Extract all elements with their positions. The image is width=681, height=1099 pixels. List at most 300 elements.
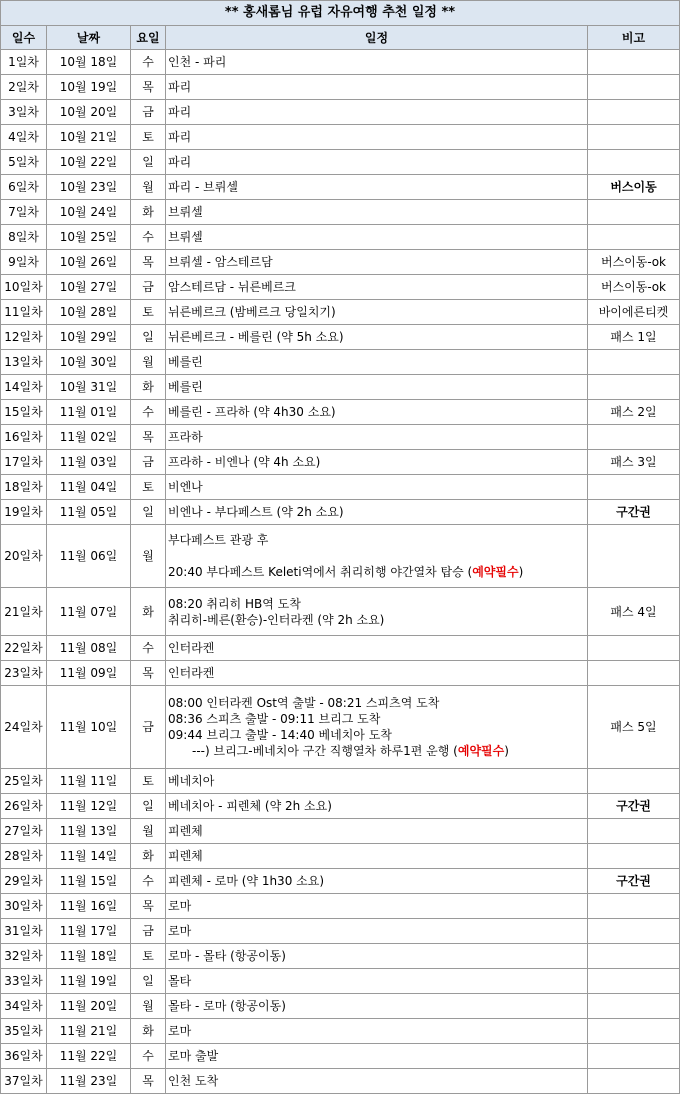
weekday-cell: 수 xyxy=(131,636,166,661)
schedule-text: 브뤼셀 xyxy=(168,205,203,219)
day-cell: 36일차 xyxy=(1,1044,47,1069)
weekday-cell: 목 xyxy=(131,425,166,450)
schedule-text: 파리 xyxy=(168,80,192,94)
table-row xyxy=(1,450,680,475)
schedule-line xyxy=(168,923,585,939)
weekday-cell: 수 xyxy=(131,50,166,75)
schedule-text: 08:20 취리히 HB역 도착 xyxy=(168,596,301,611)
day-cell: 23일차 xyxy=(1,661,47,686)
schedule-line xyxy=(168,279,585,295)
day-cell: 34일차 xyxy=(1,994,47,1019)
weekday-cell: 화 xyxy=(131,588,166,636)
date-cell: 11월 11일 xyxy=(47,769,131,794)
weekday-cell: 토 xyxy=(131,944,166,969)
note-cell xyxy=(588,225,680,250)
schedule-line xyxy=(168,1073,585,1089)
schedule-cell xyxy=(166,588,588,636)
schedule-text: 인천 - 파리 xyxy=(168,55,227,69)
weekday-cell: 수 xyxy=(131,869,166,894)
day-cell: 4일차 xyxy=(1,125,47,150)
schedule-cell xyxy=(166,75,588,100)
schedule-line xyxy=(168,564,585,580)
schedule-cell xyxy=(166,969,588,994)
table-row xyxy=(1,994,680,1019)
table-row xyxy=(1,125,680,150)
weekday-cell: 화 xyxy=(131,375,166,400)
schedule-text: 베네치아 xyxy=(168,774,215,788)
schedule-cell xyxy=(166,636,588,661)
schedule-cell xyxy=(166,794,588,819)
day-cell: 18일차 xyxy=(1,475,47,500)
schedule-cell xyxy=(166,275,588,300)
day-cell: 31일차 xyxy=(1,919,47,944)
table-row xyxy=(1,275,680,300)
schedule-text: 20:40 부다페스트 Keleti역에서 취리히행 야간열차 탑승 ( xyxy=(168,565,473,579)
weekday-cell: 월 xyxy=(131,525,166,588)
day-cell: 26일차 xyxy=(1,794,47,819)
date-cell: 10월 30일 xyxy=(47,350,131,375)
itinerary-body xyxy=(1,50,680,1094)
schedule-text: 인터라켄 xyxy=(168,666,215,680)
schedule-text: 취리히-베른(환승)-인터라켄 (약 2h 소요) xyxy=(168,612,385,627)
schedule-line xyxy=(168,596,585,612)
schedule-cell xyxy=(166,1044,588,1069)
schedule-cell xyxy=(166,225,588,250)
note-cell: 바이에른티켓 xyxy=(588,300,680,325)
note-cell xyxy=(588,944,680,969)
table-row xyxy=(1,75,680,100)
date-cell: 11월 10일 xyxy=(47,686,131,769)
schedule-line xyxy=(168,695,585,711)
header-schedule: 일정 xyxy=(166,26,588,50)
schedule-line xyxy=(168,823,585,839)
schedule-text: 파리 xyxy=(168,105,192,119)
schedule-cell xyxy=(166,375,588,400)
table-row xyxy=(1,944,680,969)
schedule-cell xyxy=(166,325,588,350)
schedule-text: 인천 도착 xyxy=(168,1074,219,1088)
weekday-cell: 일 xyxy=(131,794,166,819)
weekday-cell: 수 xyxy=(131,1044,166,1069)
schedule-text: 프라하 xyxy=(168,430,203,444)
schedule-line xyxy=(168,404,585,420)
schedule-cell xyxy=(166,300,588,325)
schedule-line xyxy=(168,1023,585,1039)
schedule-line xyxy=(168,665,585,681)
schedule-line xyxy=(168,304,585,320)
weekday-cell: 월 xyxy=(131,175,166,200)
table-row xyxy=(1,919,680,944)
day-cell: 27일차 xyxy=(1,819,47,844)
note-cell: 패스 1일 xyxy=(588,325,680,350)
schedule-cell xyxy=(166,125,588,150)
date-cell: 11월 17일 xyxy=(47,919,131,944)
schedule-cell xyxy=(166,150,588,175)
schedule-cell xyxy=(166,944,588,969)
weekday-cell: 목 xyxy=(131,75,166,100)
day-cell: 37일차 xyxy=(1,1069,47,1094)
schedule-cell xyxy=(166,661,588,686)
weekday-cell: 화 xyxy=(131,844,166,869)
schedule-line xyxy=(168,973,585,989)
schedule-line xyxy=(168,179,585,195)
note-cell xyxy=(588,919,680,944)
weekday-cell: 수 xyxy=(131,400,166,425)
schedule-cell xyxy=(166,50,588,75)
schedule-text: 로마 xyxy=(168,924,192,938)
date-cell: 11월 03일 xyxy=(47,450,131,475)
schedule-line xyxy=(168,504,585,520)
table-row xyxy=(1,1019,680,1044)
schedule-text: 파리 - 브뤼셀 xyxy=(168,180,238,194)
date-cell: 10월 19일 xyxy=(47,75,131,100)
date-cell: 10월 18일 xyxy=(47,50,131,75)
schedule-line xyxy=(168,1048,585,1064)
date-cell: 10월 27일 xyxy=(47,275,131,300)
note-cell: 구간권 xyxy=(588,500,680,525)
schedule-text: 몰타 - 로마 (항공이동) xyxy=(168,999,286,1013)
weekday-cell: 목 xyxy=(131,250,166,275)
table-row xyxy=(1,869,680,894)
schedule-text: 로마 출발 xyxy=(168,1049,219,1063)
schedule-line xyxy=(168,104,585,120)
date-cell: 11월 15일 xyxy=(47,869,131,894)
note-cell xyxy=(588,150,680,175)
schedule-line xyxy=(168,429,585,445)
day-cell: 28일차 xyxy=(1,844,47,869)
schedule-text: 베를린 xyxy=(168,380,203,394)
schedule-cell xyxy=(166,400,588,425)
table-row xyxy=(1,1044,680,1069)
schedule-text: 뉘른베르크 (밤베르크 당일치기) xyxy=(168,305,336,319)
day-cell: 14일차 xyxy=(1,375,47,400)
schedule-text: 베를린 - 프라하 (약 4h30 소요) xyxy=(168,405,336,419)
weekday-cell: 목 xyxy=(131,894,166,919)
date-cell: 11월 01일 xyxy=(47,400,131,425)
date-cell: 11월 06일 xyxy=(47,525,131,588)
note-cell xyxy=(588,894,680,919)
schedule-text: 암스테르담 - 뉘른베르크 xyxy=(168,280,296,294)
date-cell: 10월 23일 xyxy=(47,175,131,200)
schedule-text: 09:44 브리그 출발 - 14:40 베네치아 도착 xyxy=(168,728,392,742)
day-cell: 35일차 xyxy=(1,1019,47,1044)
date-cell: 10월 24일 xyxy=(47,200,131,225)
note-cell xyxy=(588,125,680,150)
day-cell: 24일차 xyxy=(1,686,47,769)
table-row xyxy=(1,250,680,275)
schedule-line xyxy=(168,773,585,789)
weekday-cell: 목 xyxy=(131,1069,166,1094)
schedule-line xyxy=(168,743,585,759)
date-cell: 11월 08일 xyxy=(47,636,131,661)
day-cell: 3일차 xyxy=(1,100,47,125)
date-cell: 10월 26일 xyxy=(47,250,131,275)
note-cell: 패스 5일 xyxy=(588,686,680,769)
date-cell: 11월 02일 xyxy=(47,425,131,450)
schedule-cell xyxy=(166,450,588,475)
date-cell: 11월 19일 xyxy=(47,969,131,994)
date-cell: 10월 22일 xyxy=(47,150,131,175)
day-cell: 13일차 xyxy=(1,350,47,375)
reservation-required-label: 예약필수 xyxy=(472,565,519,579)
weekday-cell: 화 xyxy=(131,200,166,225)
weekday-cell: 일 xyxy=(131,150,166,175)
table-row xyxy=(1,500,680,525)
table-row xyxy=(1,475,680,500)
date-cell: 10월 28일 xyxy=(47,300,131,325)
schedule-text: 베를린 xyxy=(168,355,203,369)
note-cell xyxy=(588,75,680,100)
table-row xyxy=(1,1069,680,1094)
table-row xyxy=(1,200,680,225)
date-cell: 11월 13일 xyxy=(47,819,131,844)
date-cell: 11월 21일 xyxy=(47,1019,131,1044)
note-cell: 구간권 xyxy=(588,794,680,819)
schedule-text: 08:36 스피츠 출발 - 09:11 브리그 도착 xyxy=(168,712,381,726)
day-cell: 32일차 xyxy=(1,944,47,969)
weekday-cell: 토 xyxy=(131,475,166,500)
day-cell: 7일차 xyxy=(1,200,47,225)
note-cell xyxy=(588,1069,680,1094)
schedule-line xyxy=(168,54,585,70)
schedule-text: 피렌체 - 로마 (약 1h30 소요) xyxy=(168,874,325,888)
schedule-cell xyxy=(166,686,588,769)
schedule-text: 파리 xyxy=(168,155,192,169)
schedule-line xyxy=(168,532,585,548)
schedule-text: 뉘른베르크 - 베를린 (약 5h 소요) xyxy=(168,330,344,344)
weekday-cell: 금 xyxy=(131,919,166,944)
weekday-cell: 금 xyxy=(131,100,166,125)
schedule-cell xyxy=(166,894,588,919)
schedule-line xyxy=(168,612,585,628)
note-cell xyxy=(588,200,680,225)
schedule-text: 피렌체 xyxy=(168,849,203,863)
day-cell: 9일차 xyxy=(1,250,47,275)
schedule-text: ---) 브리그-베네치아 구간 직행열차 하루1편 운행 ( xyxy=(192,744,458,758)
schedule-cell xyxy=(166,100,588,125)
date-cell: 11월 05일 xyxy=(47,500,131,525)
note-cell xyxy=(588,375,680,400)
schedule-text: 비엔나 xyxy=(168,480,203,494)
table-row xyxy=(1,636,680,661)
title-row xyxy=(1,1,680,26)
table-row xyxy=(1,150,680,175)
note-cell xyxy=(588,969,680,994)
table-row xyxy=(1,400,680,425)
schedule-cell xyxy=(166,919,588,944)
day-cell: 11일차 xyxy=(1,300,47,325)
day-cell: 19일차 xyxy=(1,500,47,525)
note-cell xyxy=(588,844,680,869)
schedule-cell xyxy=(166,844,588,869)
table-row xyxy=(1,375,680,400)
page-title: ** 홍새롬님 유럽 자유여행 추천 일정 ** xyxy=(1,1,680,26)
schedule-text: 몰타 xyxy=(168,974,192,988)
weekday-cell: 화 xyxy=(131,1019,166,1044)
table-row xyxy=(1,661,680,686)
schedule-line xyxy=(168,948,585,964)
date-cell: 11월 04일 xyxy=(47,475,131,500)
schedule-text: 비엔나 - 부다페스트 (약 2h 소요) xyxy=(168,505,344,519)
schedule-text: 부다페스트 관광 후 xyxy=(168,533,269,547)
day-cell: 10일차 xyxy=(1,275,47,300)
schedule-text: 로마 xyxy=(168,899,192,913)
note-cell xyxy=(588,994,680,1019)
table-row xyxy=(1,819,680,844)
schedule-cell xyxy=(166,350,588,375)
schedule-line xyxy=(168,454,585,470)
note-cell: 패스 4일 xyxy=(588,588,680,636)
note-cell xyxy=(588,350,680,375)
date-cell: 10월 20일 xyxy=(47,100,131,125)
schedule-cell xyxy=(166,769,588,794)
schedule-line xyxy=(168,154,585,170)
day-cell: 33일차 xyxy=(1,969,47,994)
day-cell: 25일차 xyxy=(1,769,47,794)
schedule-cell xyxy=(166,994,588,1019)
header-note: 비고 xyxy=(588,26,680,50)
note-cell: 패스 2일 xyxy=(588,400,680,425)
weekday-cell: 금 xyxy=(131,450,166,475)
schedule-line xyxy=(168,354,585,370)
date-cell: 11월 18일 xyxy=(47,944,131,969)
table-row xyxy=(1,100,680,125)
day-cell: 5일차 xyxy=(1,150,47,175)
table-row xyxy=(1,894,680,919)
date-cell: 10월 21일 xyxy=(47,125,131,150)
schedule-line xyxy=(168,479,585,495)
note-cell xyxy=(588,769,680,794)
day-cell: 21일차 xyxy=(1,588,47,636)
schedule-text: 프라하 - 비엔나 (약 4h 소요) xyxy=(168,455,321,469)
schedule-text: 파리 xyxy=(168,130,192,144)
weekday-cell: 금 xyxy=(131,275,166,300)
schedule-cell xyxy=(166,175,588,200)
note-cell xyxy=(588,100,680,125)
schedule-text: 로마 xyxy=(168,1024,192,1038)
schedule-text: 브뤼셀 - 암스테르담 xyxy=(168,255,273,269)
weekday-cell: 월 xyxy=(131,819,166,844)
day-cell: 22일차 xyxy=(1,636,47,661)
weekday-cell: 일 xyxy=(131,969,166,994)
table-row xyxy=(1,350,680,375)
date-cell: 11월 20일 xyxy=(47,994,131,1019)
note-cell xyxy=(588,425,680,450)
note-cell xyxy=(588,1019,680,1044)
header-weekday: 요일 xyxy=(131,26,166,50)
schedule-cell xyxy=(166,425,588,450)
schedule-text: 로마 - 몰타 (항공이동) xyxy=(168,949,286,963)
schedule-cell xyxy=(166,1069,588,1094)
schedule-line xyxy=(168,379,585,395)
date-cell: 11월 14일 xyxy=(47,844,131,869)
note-cell xyxy=(588,661,680,686)
date-cell: 11월 23일 xyxy=(47,1069,131,1094)
schedule-cell xyxy=(166,869,588,894)
table-row xyxy=(1,588,680,636)
note-cell xyxy=(588,475,680,500)
date-cell: 11월 16일 xyxy=(47,894,131,919)
note-cell xyxy=(588,50,680,75)
note-cell xyxy=(588,636,680,661)
weekday-cell: 목 xyxy=(131,661,166,686)
schedule-line xyxy=(168,798,585,814)
reservation-required-label: 예약필수 xyxy=(457,744,505,758)
schedule-cell xyxy=(166,819,588,844)
schedule-line xyxy=(168,998,585,1014)
schedule-text: 인터라켄 xyxy=(168,641,215,655)
schedule-text-suffix: ) xyxy=(518,565,524,579)
schedule-line xyxy=(168,727,585,743)
schedule-text: 베네치아 - 피렌체 (약 2h 소요) xyxy=(168,799,332,813)
schedule-line xyxy=(168,548,585,564)
date-cell: 10월 25일 xyxy=(47,225,131,250)
table-row xyxy=(1,50,680,75)
schedule-line xyxy=(168,898,585,914)
table-row xyxy=(1,769,680,794)
day-cell: 1일차 xyxy=(1,50,47,75)
schedule-text: 브뤼셀 xyxy=(168,230,203,244)
day-cell: 17일차 xyxy=(1,450,47,475)
schedule-line xyxy=(168,129,585,145)
schedule-line xyxy=(168,848,585,864)
schedule-cell xyxy=(166,475,588,500)
note-cell: 구간권 xyxy=(588,869,680,894)
schedule-line xyxy=(168,204,585,220)
header-row xyxy=(1,26,680,50)
schedule-text-suffix: ) xyxy=(504,744,509,758)
day-cell: 6일차 xyxy=(1,175,47,200)
schedule-line xyxy=(168,873,585,889)
schedule-cell xyxy=(166,500,588,525)
schedule-cell xyxy=(166,250,588,275)
day-cell: 15일차 xyxy=(1,400,47,425)
weekday-cell: 월 xyxy=(131,350,166,375)
table-row xyxy=(1,525,680,588)
weekday-cell: 토 xyxy=(131,769,166,794)
table-row xyxy=(1,325,680,350)
note-cell xyxy=(588,525,680,588)
day-cell: 16일차 xyxy=(1,425,47,450)
weekday-cell: 월 xyxy=(131,994,166,1019)
schedule-cell xyxy=(166,200,588,225)
day-cell: 29일차 xyxy=(1,869,47,894)
table-row xyxy=(1,686,680,769)
note-cell: 버스이동-ok xyxy=(588,250,680,275)
day-cell: 12일차 xyxy=(1,325,47,350)
table-row xyxy=(1,425,680,450)
date-cell: 11월 09일 xyxy=(47,661,131,686)
header-day: 일수 xyxy=(1,26,47,50)
schedule-line xyxy=(168,79,585,95)
note-cell xyxy=(588,1044,680,1069)
weekday-cell: 토 xyxy=(131,125,166,150)
date-cell: 10월 31일 xyxy=(47,375,131,400)
schedule-text: 피렌체 xyxy=(168,824,203,838)
note-cell: 패스 3일 xyxy=(588,450,680,475)
table-row xyxy=(1,794,680,819)
header-date: 날짜 xyxy=(47,26,131,50)
table-row xyxy=(1,969,680,994)
date-cell: 11월 07일 xyxy=(47,588,131,636)
note-cell xyxy=(588,819,680,844)
day-cell: 20일차 xyxy=(1,525,47,588)
schedule-cell xyxy=(166,525,588,588)
schedule-line xyxy=(168,329,585,345)
date-cell: 10월 29일 xyxy=(47,325,131,350)
schedule-line xyxy=(168,640,585,656)
schedule-line xyxy=(168,254,585,270)
